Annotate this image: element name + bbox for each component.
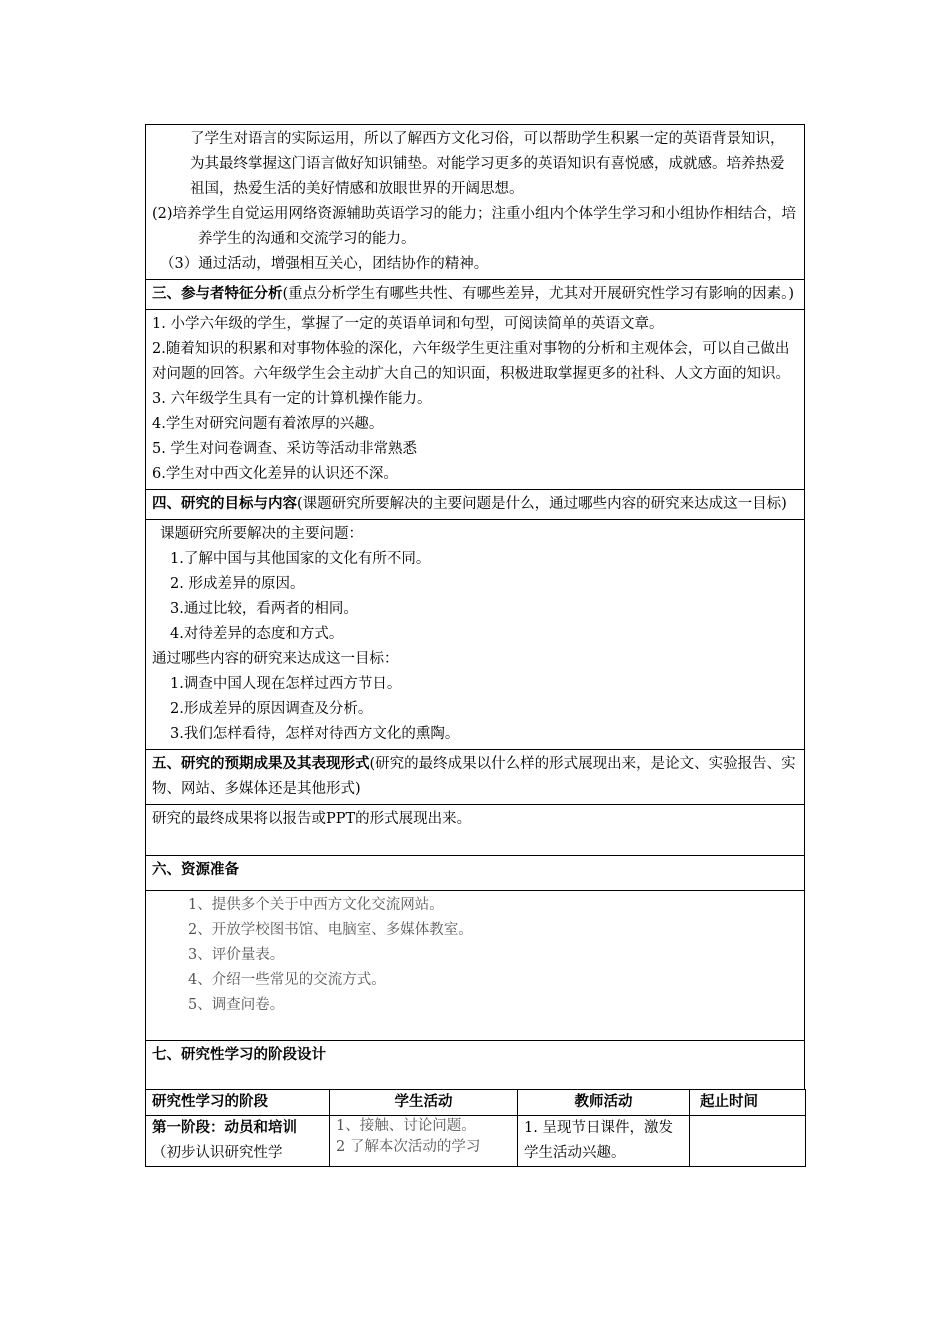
resource-item: 1、提供多个关于中西方文化交流网站。 (188, 897, 444, 913)
section7-title: 七、研究性学习的阶段设计 (152, 1047, 326, 1063)
section5-title-row (146, 750, 805, 805)
stage-row (146, 1116, 806, 1167)
resource-item: 3、评价量表。 (188, 947, 285, 963)
stage-note: （初步认识研究性学 (152, 1145, 283, 1161)
stage-table (145, 1089, 806, 1167)
section3-body-row (146, 310, 805, 490)
student-activity-cell (330, 1116, 518, 1167)
section4-note: (课题研究所要解决的主要问题是什么，通过哪些内容的研究来达成这一目标) (297, 496, 787, 512)
header-stage: 研究性学习的阶段 (146, 1090, 330, 1116)
goal-text-3: （3）通过活动，增强相互关心，团结协作的精神。 (160, 256, 489, 272)
section6-body-cell (146, 891, 805, 1041)
teacher-activity-cell (518, 1116, 690, 1167)
content-item: 1.调查中国人现在怎样过西方节日。 (170, 676, 402, 692)
plan-table (145, 124, 805, 1090)
goal-text-1: 了学生对语言的实际运用，所以了解西方文化习俗，可以帮助学生积累一定的英语背景知识，为其最终掌握这门语言做好知识铺垫。对能学习更多的英语知识有喜悦感，成就感。培养热爱祖国，热爱生活的美好情感和放眼世界的开阔思想。 (190, 131, 785, 197)
problem-item: 2. 形成差异的原因。 (170, 576, 305, 592)
section4-title-row (146, 490, 805, 520)
section6-title-row (146, 856, 805, 891)
section5-body-cell (146, 805, 805, 856)
stage-cell (146, 1116, 330, 1167)
section5-body-row (146, 805, 805, 856)
section4-body-row (146, 520, 805, 750)
goals-cell (146, 125, 805, 280)
section6-title-cell (146, 856, 805, 891)
section4-title-cell (146, 490, 805, 520)
section3-title-row (146, 280, 805, 310)
header-student-activity: 学生活动 (330, 1090, 518, 1116)
student-activity-item: 2 了解本次活动的学习 (336, 1139, 481, 1155)
section6-body-row (146, 891, 805, 1041)
problem-item: 3.通过比较，看两者的相同。 (170, 601, 358, 617)
student-activity-item: 1、接触、讨论问题。 (336, 1118, 476, 1134)
section7-title-cell (146, 1041, 805, 1090)
section3-item: 2.随着知识的积累和对事物体验的深化，六年级学生更注重对事物的分析和主观体会，可以自己做出对问题的回答。六年级学生会主动扩大自己的知识面，积极进取掌握更多的社科、人文方面的知识。 (152, 341, 790, 382)
section5-title-cell (146, 750, 805, 805)
resource-item: 4、介绍一些常见的交流方式。 (188, 972, 386, 988)
section3-title-cell (146, 280, 805, 310)
section5-title: 五、研究的预期成果及其表现形式 (152, 756, 370, 772)
section3-item: 4.学生对研究问题有着浓厚的兴趣。 (152, 416, 384, 432)
goals-row (146, 125, 805, 280)
document-page (145, 124, 805, 1167)
section4-intro-contents: 通过哪些内容的研究来达成这一目标： (152, 651, 399, 667)
section4-title: 四、研究的目标与内容 (152, 496, 297, 512)
stage-title: 第一阶段：动员和培训 (152, 1120, 297, 1136)
section5-note: (研究的最终成果以什么样的形式展现出来，是论文、实验报告、实物、网站、多媒体还是其他形式) (152, 756, 796, 797)
section7-title-row (146, 1041, 805, 1090)
resource-item: 5、调查问卷。 (188, 997, 285, 1013)
section3-title: 三、参与者特征分析 (152, 286, 283, 302)
section4-body-cell (146, 520, 805, 750)
section3-item: 6.学生对中西文化差异的认识还不深。 (152, 466, 398, 482)
resource-item: 2、开放学校图书馆、电脑室、多媒体教室。 (188, 922, 473, 938)
content-item: 3.我们怎样看待，怎样对待西方文化的熏陶。 (170, 726, 460, 742)
section3-item: 5. 学生对问卷调查、采访等活动非常熟悉 (152, 441, 417, 457)
section3-note: (重点分析学生有哪些共性、有哪些差异，尤其对开展研究性学习有影响的因素。) (282, 286, 795, 302)
time-cell (690, 1116, 806, 1167)
header-time: 起止时间 (690, 1090, 806, 1116)
section3-item: 3. 六年级学生具有一定的计算机操作能力。 (152, 391, 432, 407)
content-item: 2.形成差异的原因调查及分析。 (170, 701, 373, 717)
section3-body-cell (146, 310, 805, 490)
section6-title: 六、资源准备 (152, 862, 239, 878)
section5-body: 研究的最终成果将以报告或PPT的形式展现出来。 (152, 811, 472, 827)
problem-item: 4.对待差异的态度和方式。 (170, 626, 344, 642)
teacher-activity-text: 1. 呈现节日课件，激发学生活动兴趣。 (524, 1120, 673, 1161)
goal-text-2: (2)培养学生自觉运用网络资源辅助英语学习的能力；注重小组内个体学生学习和小组协作相结合，培养学生的沟通和交流学习的能力。 (152, 206, 797, 247)
problem-item: 1.了解中国与其他国家的文化有所不同。 (170, 551, 431, 567)
section3-item: 1. 小学六年级的学生，掌握了一定的英语单词和句型，可阅读简单的英语文章。 (152, 316, 664, 332)
stage-header-row (146, 1090, 806, 1116)
section4-intro-problems: 课题研究所要解决的主要问题： (160, 526, 363, 542)
header-teacher-activity: 教师活动 (518, 1090, 690, 1116)
